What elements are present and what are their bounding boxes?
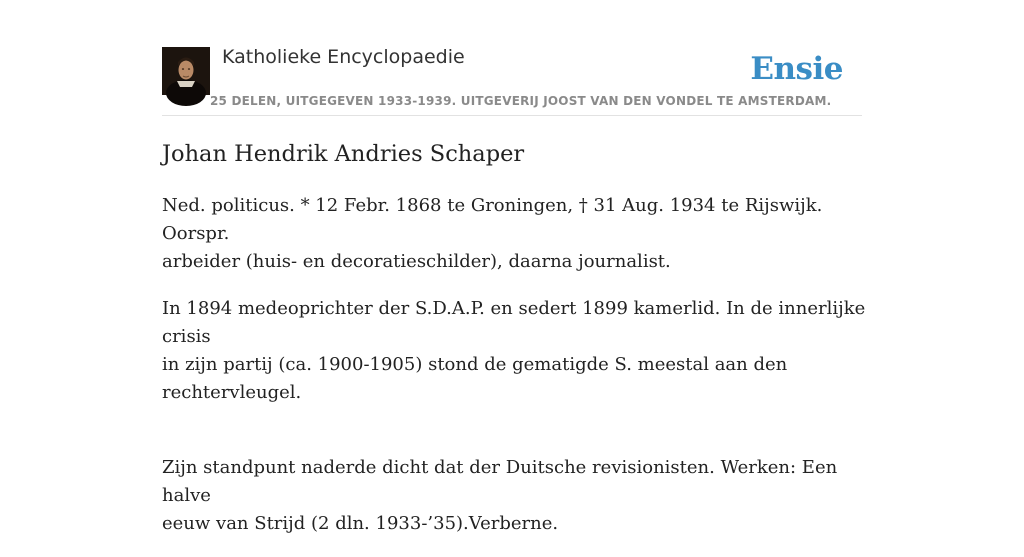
ensie-logo[interactable]: Ensie [750,51,843,87]
site-title[interactable]: Katholieke Encyclopaedie [222,46,465,68]
article [162,136,872,557]
article-title: Johan Hendrik Andries Schaper [162,141,525,167]
portrait-avatar-icon[interactable] [162,47,210,95]
site-header [162,44,862,116]
article-paragraph: Ned. politicus. * 12 Febr. 1868 te Groningen, † 31 Aug. 1934 te Rijswijk. Oorspr. arbeider (huis- en decoratieschilder), daarna journalist. [162,195,823,272]
article-paragraph: Zijn standpunt naderde dicht dat der Duitsche revisionisten. Werken: Een halve eeuw van Strijd (2 dln. 1933-’35).Verberne. [162,457,838,534]
article-paragraph: In 1894 medeoprichter der S.D.A.P. en sedert 1899 kamerlid. In de innerlijke crisis in zijn partij (ca. 1900-1905) stond de gematigde S. meestal aan den rechtervleugel. [162,298,866,403]
site-subtitle: 25 DELEN, UITGEGEVEN 1933-1939. UITGEVERIJ JOOST VAN DEN VONDEL TE AMSTERDAM. [210,94,832,108]
